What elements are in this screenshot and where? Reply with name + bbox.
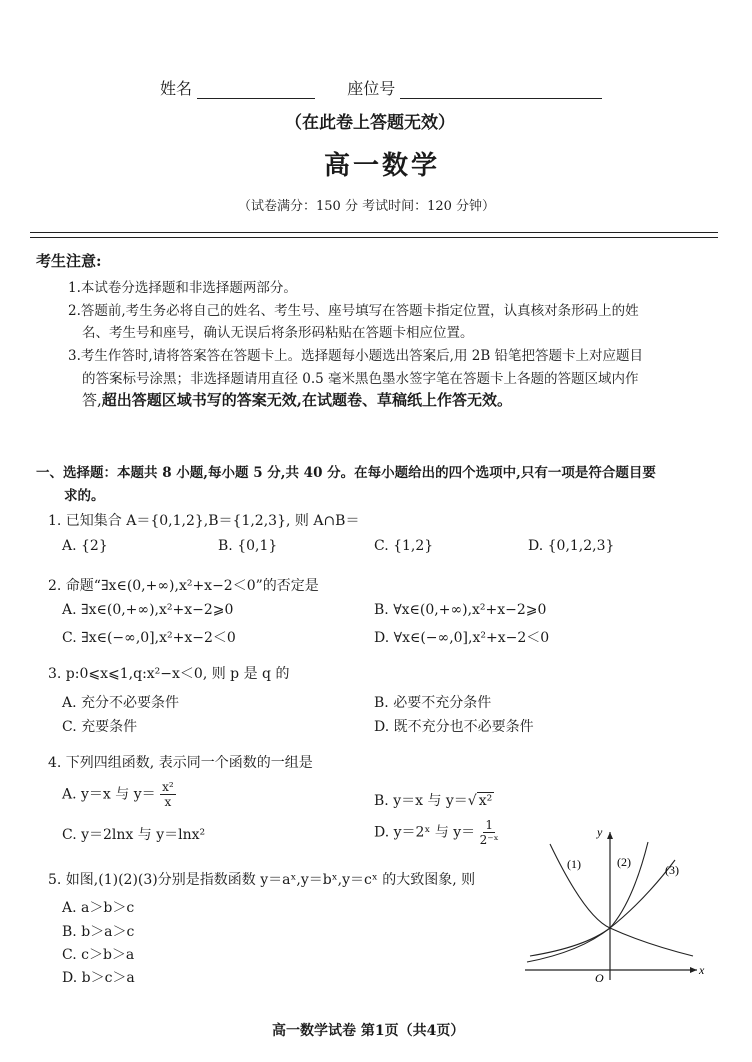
divider-bottom [30, 237, 718, 238]
fraction-denominator: 2⁻ˣ [479, 833, 499, 847]
curve-3 [527, 860, 675, 962]
page-title: 高一数学 [324, 151, 441, 181]
q1-option-b[interactable]: B. {0,1} [218, 538, 278, 554]
q3-option-c[interactable]: C. 充要条件 [62, 719, 138, 735]
q5-option-a[interactable]: A. a＞b＞c [62, 900, 135, 916]
notice-heading: 考生注意: [36, 252, 102, 270]
notice-item: 2.答题前,考生务必将自己的姓名、考生号、座号填写在答题卡指定位置，认真核对条形码上的姓 [68, 303, 639, 319]
question-5-stem: 5. 如图,(1)(2)(3)分别是指数函数 y＝aˣ,y＝bˣ,y＝cˣ 的大致图象, 则 [48, 872, 476, 888]
x-axis-label: x [699, 963, 705, 977]
q5-option-c[interactable]: C. c＞b＞a [62, 947, 135, 963]
q3-option-d[interactable]: D. 既不充分也不必要条件 [374, 719, 534, 735]
fraction-denominator: x [164, 795, 172, 809]
q5-option-d[interactable]: D. b＞c＞a [62, 970, 135, 986]
q4-option-b[interactable] [374, 790, 494, 810]
q3-option-a[interactable]: A. 充分不必要条件 [62, 695, 180, 711]
y-axis-label: y [597, 825, 603, 839]
divider-top [30, 232, 718, 233]
fraction-numerator: 1 [485, 818, 493, 832]
section-heading: 一、选择题：本题共 8 小题,每小题 5 分,共 40 分。在每小题给出的四个选项中,只有一项是符合题目要 [36, 465, 656, 481]
q4-option-a[interactable] [62, 780, 176, 809]
x-axis-arrow [690, 967, 697, 973]
q2-option-a[interactable]: A. ∃x∈(0,+∞),x²+x−2⩾0 [62, 602, 234, 618]
exam-meta: （试卷满分：150 分 考试时间：120 分钟） [238, 199, 496, 214]
notice-item: 名、考生号和座号，确认无误后将条形码粘贴在答题卡相应位置。 [82, 325, 474, 341]
fraction [160, 780, 176, 809]
question-3-stem: 3. p:0⩽x⩽1,q:x²−x＜0, 则 p 是 q 的 [48, 666, 290, 682]
q2-option-b[interactable]: B. ∀x∈(0,+∞),x²+x−2⩾0 [374, 602, 547, 618]
seat-field[interactable] [400, 80, 602, 99]
fraction-numerator: x² [162, 780, 174, 794]
invalid-note: （在此卷上答题无效） [285, 113, 455, 133]
question-1-stem: 1. 已知集合 A＝{0,1,2},B＝{1,2,3}, 则 A∩B＝ [48, 513, 360, 529]
q2-option-d[interactable]: D. ∀x∈(−∞,0],x²+x−2＜0 [374, 630, 550, 646]
origin-label: O [595, 971, 604, 982]
q1-option-d[interactable]: D. {0,1,2,3} [528, 538, 615, 554]
fraction [480, 818, 499, 847]
header-fields [160, 76, 602, 99]
q4-option-a-text: A. y＝x 与 y＝ [62, 786, 156, 803]
question-4-stem: 4. 下列四组函数, 表示同一个函数的一组是 [48, 755, 313, 771]
q4-option-d-text: D. y＝2ˣ 与 y＝ [374, 824, 476, 841]
y-axis-arrow [607, 832, 613, 839]
radicand: x² [478, 793, 493, 809]
seat-label: 座位号 [347, 79, 396, 98]
notice-item: 3.考生作答时,请将答案答在答题卡上。选择题每小题选出答案后,用 2B 铅笔把答题卡上对应题目 [68, 348, 644, 364]
q1-option-a[interactable]: A. {2} [62, 538, 108, 554]
name-field[interactable] [197, 80, 315, 99]
notice-item: 答, [82, 391, 102, 409]
section-heading-cont: 求的。 [64, 488, 105, 504]
exponential-graph-figure [515, 822, 715, 982]
q1-option-c[interactable]: C. {1,2} [374, 538, 434, 554]
curve-3-label: (3) [665, 863, 679, 877]
notice-item: 的答案标号涂黑；非选择题请用直径 0.5 毫米黑色墨水签字笔在答题卡上各题的答题区域内作 [82, 371, 639, 387]
question-2-stem: 2. 命题“∃x∈(0,+∞),x²+x−2＜0”的否定是 [48, 578, 319, 594]
notice-item-last [82, 389, 512, 410]
curve-2-label: (2) [617, 855, 631, 869]
page-footer: 高一数学试卷 第1页（共4页） [272, 1023, 465, 1039]
q5-option-b[interactable]: B. b＞a＞c [62, 924, 135, 940]
notice-item: 1.本试卷分选择题和非选择题两部分。 [68, 280, 297, 296]
q4-option-d[interactable] [374, 818, 499, 847]
q4-option-c[interactable]: C. y＝2lnx 与 y＝lnx² [62, 827, 206, 843]
q4-option-b-text: B. y＝x 与 y＝√ [374, 793, 477, 809]
name-label: 姓名 [160, 79, 193, 98]
curve-1-label: (1) [567, 857, 581, 871]
q2-option-c[interactable]: C. ∃x∈(−∞,0],x²+x−2＜0 [62, 630, 236, 646]
q3-option-b[interactable]: B. 必要不充分条件 [374, 695, 492, 711]
notice-emphasis: 超出答题区域书写的答案无效,在试题卷、草稿纸上作答无效。 [101, 391, 513, 409]
